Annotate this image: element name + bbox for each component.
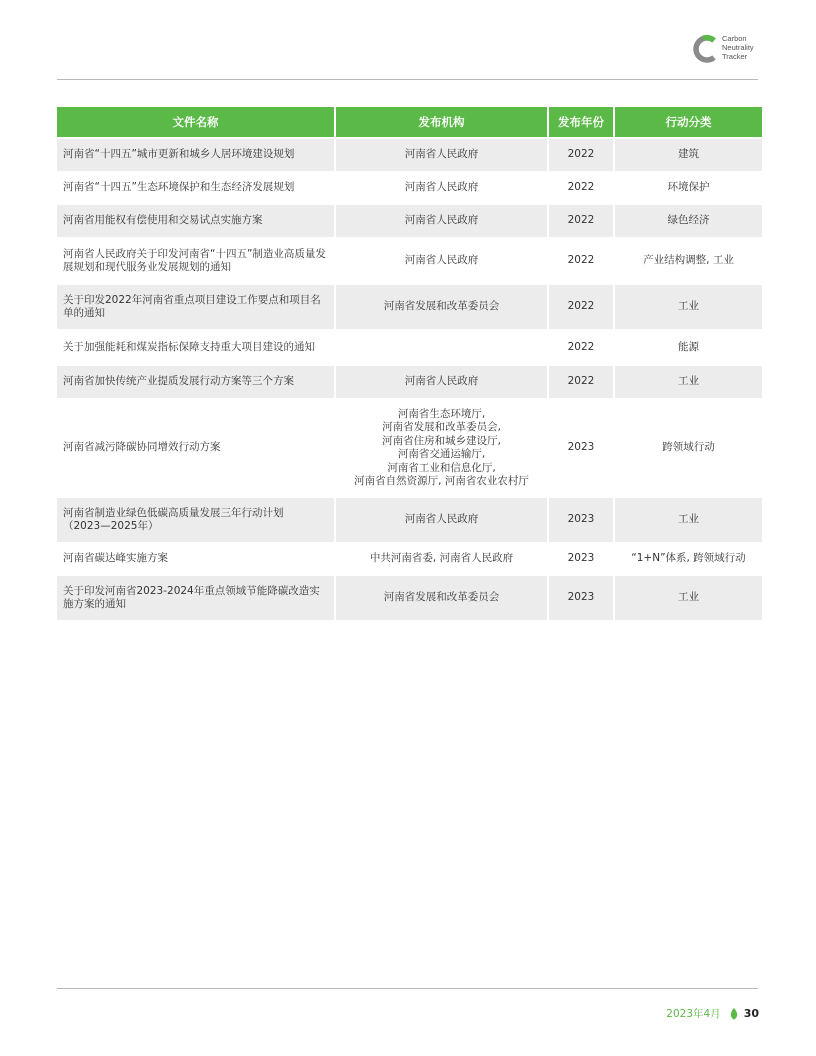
year: 2022 [549,239,613,283]
table-row [57,366,762,398]
year: 2022 [549,205,613,237]
agency: 河南省人民政府 [336,366,547,398]
agency: 河南省发展和改革委员会 [336,576,547,620]
table-row [57,576,762,620]
document-name: 关于加强能耗和煤炭指标保障支持重大项目建设的通知 [57,331,334,364]
category: 工业 [615,366,762,398]
year: 2022 [549,285,613,329]
year: 2023 [549,498,613,542]
document-name: 河南省加快传统产业提质发展行动方案等三个方案 [57,366,334,398]
category: 环境保护 [615,173,762,203]
table-row [57,173,762,203]
agency-line: 河南省住房和城乡建设厅, [382,434,501,447]
category: 能源 [615,331,762,364]
table-header-row [57,107,762,137]
table-row [57,205,762,237]
agency-line: 河南省自然资源厅, 河南省农业农村厅 [354,475,529,487]
document-name [57,498,334,542]
document-name: 关于印发2022年河南省重点项目建设工作要点和项目名单的通知 [57,285,334,329]
agency: 河南省人民政府 [336,205,547,237]
table-row [57,498,762,542]
logo-line: Neutrality [722,43,754,52]
agency [336,331,547,364]
document-name: 河南省人民政府关于印发河南省“十四五”制造业高质量发展规划和现代服务业发展规划的通知 [57,239,334,283]
agency-line: 河南省交通运输厅, [397,448,486,460]
logo-line: Carbon [722,34,747,43]
document-name: 河南省“十四五”城市更新和城乡人居环境建设规划 [57,139,334,171]
footer-date: 2023年4月 [666,1008,721,1020]
logo-wordmark [722,34,754,61]
agency-list [336,400,547,496]
year: 2023 [549,576,613,620]
category: 工业 [615,285,762,329]
category: 工业 [615,576,762,620]
year: 2023 [549,544,613,574]
year: 2022 [549,331,613,364]
column-header-agency: 发布机构 [336,107,547,137]
table-row [57,139,762,171]
document-name: 河南省用能权有偿使用和交易试点实施方案 [57,205,334,237]
table-row [57,400,762,496]
category: 跨领域行动 [615,400,762,496]
column-header-category: 行动分类 [615,107,762,137]
leaf-icon [730,1008,738,1020]
document-name-line: （2023—2025年） [63,520,159,532]
agency: 河南省人民政府 [336,239,547,283]
document-name: 河南省碳达峰实施方案 [57,544,334,574]
agency: 中共河南省委, 河南省人民政府 [336,544,547,574]
agency-line: 河南省发展和改革委员会, [382,421,501,433]
document-name: 关于印发河南省2023-2024年重点领域节能降碳改造实施方案的通知 [57,576,334,620]
table-row [57,285,762,329]
agency: 河南省人民政府 [336,173,547,203]
agency-line: 河南省生态环境厅, [397,407,486,420]
table-row [57,544,762,574]
logo-line: Tracker [722,52,748,61]
category: 产业结构调整, 工业 [615,239,762,283]
carbon-neutrality-tracker-logo-icon [690,34,720,64]
agency: 河南省人民政府 [336,498,547,542]
agency: 河南省人民政府 [336,139,547,171]
category: 绿色经济 [615,205,762,237]
document-name: 河南省“十四五”生态环境保护和生态经济发展规划 [57,173,334,203]
year: 2023 [549,400,613,496]
ctt-logo [690,34,754,64]
page-footer [666,1006,759,1021]
table-row [57,239,762,283]
document-name: 河南省减污降碳协同增效行动方案 [57,400,334,496]
category: 工业 [615,498,762,542]
category: 建筑 [615,139,762,171]
agency-line: 河南省工业和信息化厅, [387,461,496,474]
page-number: 30 [743,1007,759,1020]
table-row [57,331,762,364]
column-header-year: 发布年份 [549,107,613,137]
agency: 河南省发展和改革委员会 [336,285,547,329]
header-divider [57,79,758,80]
footer-divider [57,988,758,989]
category: “1+N”体系, 跨领域行动 [615,544,762,574]
year: 2022 [549,139,613,171]
document-name-line: 河南省制造业绿色低碳高质量发展三年行动计划 [63,506,284,519]
year: 2022 [549,173,613,203]
policy-table [55,105,764,622]
column-header-document-name: 文件名称 [57,107,334,137]
year: 2022 [549,366,613,398]
